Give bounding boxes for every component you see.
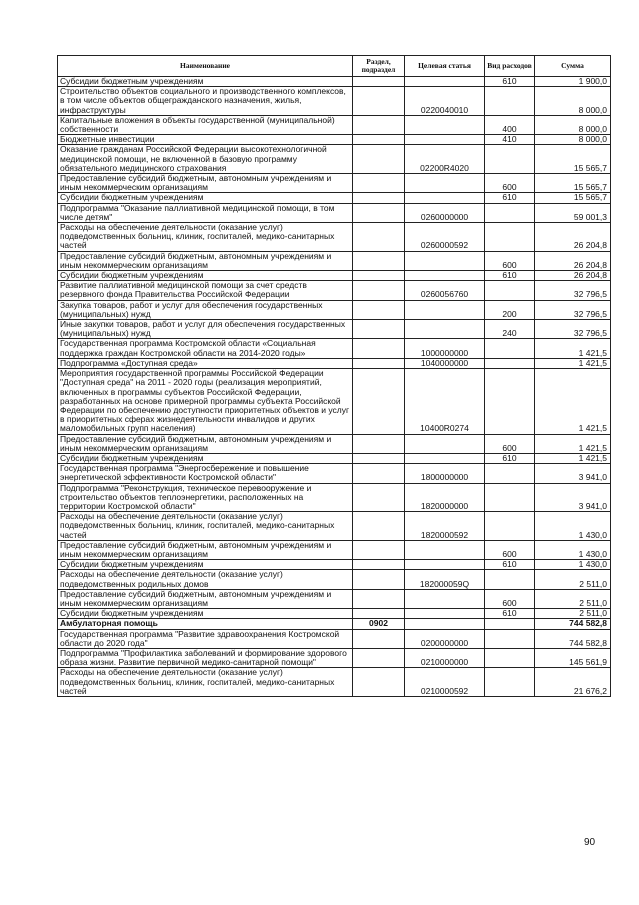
row-name: Подпрограмма «Доступная среда» <box>58 358 353 368</box>
row-type: 610 <box>485 609 535 619</box>
row-name: Капитальные вложения в объекты государственной (муниципальной) собственности <box>58 115 353 134</box>
row-target: 1000000000 <box>405 339 485 358</box>
row-target: 0200000000 <box>405 629 485 648</box>
row-name: Предоставление субсидий бюджетным, автономным учреждениям и иным некоммерческим организациям <box>58 434 353 453</box>
row-target <box>405 320 485 339</box>
row-section <box>353 560 405 570</box>
row-name: Субсидии бюджетным учреждениям <box>58 193 353 203</box>
table-row <box>58 135 611 145</box>
row-sum: 2 511,0 <box>535 570 611 589</box>
row-sum: 1 900,0 <box>535 77 611 87</box>
row-sum: 59 001,3 <box>535 203 611 222</box>
table-body <box>58 77 611 697</box>
page-number: 90 <box>584 837 596 848</box>
row-type: 610 <box>485 193 535 203</box>
row-type: 400 <box>485 115 535 134</box>
row-type <box>485 483 535 512</box>
row-type: 610 <box>485 560 535 570</box>
row-target: 0220040010 <box>405 87 485 116</box>
row-section <box>353 223 405 252</box>
row-target <box>405 560 485 570</box>
row-target: 1800000000 <box>405 464 485 483</box>
row-name: Предоставление субсидий бюджетным, автономным учреждениям и иным некоммерческим организациям <box>58 251 353 270</box>
row-name: Бюджетные инвестиции <box>58 135 353 145</box>
row-sum: 21 676,2 <box>535 668 611 697</box>
row-name: Предоставление субсидий бюджетным, автономным учреждениям и иным некоммерческим организациям <box>58 589 353 608</box>
row-sum: 3 941,0 <box>535 483 611 512</box>
row-target <box>405 434 485 453</box>
row-name: Предоставление субсидий бюджетным, автономным учреждениям и иным некоммерческим организациям <box>58 540 353 559</box>
row-sum: 8 000,0 <box>535 115 611 134</box>
row-target <box>405 453 485 463</box>
row-section <box>353 271 405 281</box>
row-section <box>353 648 405 667</box>
row-sum: 26 204,8 <box>535 223 611 252</box>
row-sum: 3 941,0 <box>535 464 611 483</box>
row-sum: 15 565,7 <box>535 193 611 203</box>
table-row <box>58 300 611 319</box>
table-row <box>58 512 611 541</box>
row-target: 1820000592 <box>405 512 485 541</box>
row-type <box>485 512 535 541</box>
row-name: Государственная программа "Энергосбережение и повышение энергетической эффективности Костромской области" <box>58 464 353 483</box>
row-name: Мероприятия государственной программы Российской Федерации "Доступная среда" на 2011 - 2020 годы (реализация мероприятий, включенных в программы субъектов Российской Федерации, разработанных на основе примерной программы субъекта Российской Федерации по обеспечению доступности приоритетных объектов и услуг в приоритетных сферах жизнедеятельности инвалидов и других маломобильных групп населения) <box>58 369 353 434</box>
row-target <box>405 115 485 134</box>
table-row <box>58 339 611 358</box>
table-row <box>58 271 611 281</box>
row-sum: 2 511,0 <box>535 609 611 619</box>
table-row <box>58 453 611 463</box>
row-type: 410 <box>485 135 535 145</box>
row-section <box>353 483 405 512</box>
row-sum: 1 421,5 <box>535 369 611 434</box>
row-name: Иные закупки товаров, работ и услуг для обеспечения государственных (муниципальных) нужд <box>58 320 353 339</box>
row-section <box>353 369 405 434</box>
table-row <box>58 560 611 570</box>
table-row <box>58 609 611 619</box>
row-type <box>485 464 535 483</box>
row-section <box>353 512 405 541</box>
row-type: 610 <box>485 271 535 281</box>
table-row <box>58 369 611 434</box>
row-type <box>485 145 535 174</box>
table-row <box>58 464 611 483</box>
row-section <box>353 339 405 358</box>
row-sum: 32 796,5 <box>535 281 611 300</box>
row-sum: 8 000,0 <box>535 135 611 145</box>
table-row <box>58 320 611 339</box>
row-name: Расходы на обеспечение деятельности (оказание услуг) подведомственных больниц, клиник, госпиталей, медико-санитарных частей <box>58 668 353 697</box>
row-type: 240 <box>485 320 535 339</box>
row-sum: 744 582,8 <box>535 629 611 648</box>
row-target: 1820000000 <box>405 483 485 512</box>
row-section <box>353 281 405 300</box>
row-section <box>353 203 405 222</box>
table-row <box>58 174 611 193</box>
row-type <box>485 358 535 368</box>
row-sum: 15 565,7 <box>535 174 611 193</box>
row-sum: 1 421,5 <box>535 434 611 453</box>
table-row <box>58 589 611 608</box>
row-name: Субсидии бюджетным учреждениям <box>58 77 353 87</box>
header-type: Вид расходов <box>485 56 535 77</box>
row-section <box>353 629 405 648</box>
row-type: 600 <box>485 251 535 270</box>
row-target <box>405 589 485 608</box>
row-name: Субсидии бюджетным учреждениям <box>58 453 353 463</box>
row-section <box>353 300 405 319</box>
row-sum: 1 430,0 <box>535 560 611 570</box>
row-name: Субсидии бюджетным учреждениям <box>58 560 353 570</box>
row-target <box>405 174 485 193</box>
table-row <box>58 358 611 368</box>
row-sum: 145 561,9 <box>535 648 611 667</box>
row-target <box>405 251 485 270</box>
header-name: Наименование <box>58 56 353 77</box>
row-section <box>353 453 405 463</box>
row-type: 200 <box>485 300 535 319</box>
row-target <box>405 271 485 281</box>
row-type <box>485 339 535 358</box>
row-section <box>353 668 405 697</box>
row-target <box>405 300 485 319</box>
row-sum: 2 511,0 <box>535 589 611 608</box>
row-section: 0902 <box>353 619 405 629</box>
row-type <box>485 203 535 222</box>
row-sum: 744 582,8 <box>535 619 611 629</box>
row-section <box>353 570 405 589</box>
row-type: 600 <box>485 174 535 193</box>
row-type <box>485 629 535 648</box>
row-target: 02200R4020 <box>405 145 485 174</box>
row-target: 0210000000 <box>405 648 485 667</box>
row-sum: 26 204,8 <box>535 251 611 270</box>
row-sum: 1 421,5 <box>535 358 611 368</box>
table-row <box>58 203 611 222</box>
header-target: Целевая статья <box>405 56 485 77</box>
table-header-row <box>58 56 611 77</box>
row-name: Закупка товаров, работ и услуг для обеспечения государственных (муниципальных) нужд <box>58 300 353 319</box>
row-name: Оказание гражданам Российской Федерации высокотехнологичной медицинской помощи, не включенной в базовую программу обязательного медицинского страхования <box>58 145 353 174</box>
row-section <box>353 251 405 270</box>
row-section <box>353 609 405 619</box>
row-section <box>353 193 405 203</box>
row-name: Субсидии бюджетным учреждениям <box>58 271 353 281</box>
row-type: 610 <box>485 77 535 87</box>
table-row <box>58 668 611 697</box>
row-sum: 32 796,5 <box>535 300 611 319</box>
row-name: Строительство объектов социального и производственного комплексов, в том числе объектов общегражданского назначения, жилья, инфраструктуры <box>58 87 353 116</box>
row-section <box>353 87 405 116</box>
row-target: 0260056760 <box>405 281 485 300</box>
row-name: Предоставление субсидий бюджетным, автономным учреждениям и иным некоммерческим организациям <box>58 174 353 193</box>
row-name: Расходы на обеспечение деятельности (оказание услуг) подведомственных родильных домов <box>58 570 353 589</box>
row-sum: 1 421,5 <box>535 339 611 358</box>
row-name: Подпрограмма "Реконструкция, техническое перевооружение и строительство объектов теплоэнергетики, расположенных на территории Костромской области" <box>58 483 353 512</box>
row-type <box>485 648 535 667</box>
row-type <box>485 87 535 116</box>
row-sum: 1 421,5 <box>535 453 611 463</box>
row-target <box>405 619 485 629</box>
row-target: 0260000000 <box>405 203 485 222</box>
row-type: 600 <box>485 434 535 453</box>
table-row <box>58 629 611 648</box>
row-name: Амбулаторная помощь <box>58 619 353 629</box>
row-sum: 32 796,5 <box>535 320 611 339</box>
row-section <box>353 145 405 174</box>
table-row <box>58 483 611 512</box>
table-row <box>58 540 611 559</box>
table-row <box>58 281 611 300</box>
row-target <box>405 77 485 87</box>
table-row <box>58 145 611 174</box>
row-section <box>353 320 405 339</box>
row-name: Подпрограмма "Профилактика заболеваний и формирование здорового образа жизни. Развитие первичной медико-санитарной помощи" <box>58 648 353 667</box>
row-sum: 1 430,0 <box>535 512 611 541</box>
row-sum: 8 000,0 <box>535 87 611 116</box>
row-section <box>353 174 405 193</box>
row-name: Развитие паллиативной медицинской помощи за счет средств резервного фонда Правительства Российской Федерации <box>58 281 353 300</box>
header-sum: Сумма <box>535 56 611 77</box>
table-row <box>58 87 611 116</box>
row-type: 610 <box>485 453 535 463</box>
table-row <box>58 434 611 453</box>
row-type <box>485 369 535 434</box>
row-name: Субсидии бюджетным учреждениям <box>58 609 353 619</box>
row-type: 600 <box>485 540 535 559</box>
row-name: Расходы на обеспечение деятельности (оказание услуг) подведомственных больниц, клиник, госпиталей, медико-санитарных частей <box>58 512 353 541</box>
table-row <box>58 223 611 252</box>
row-section <box>353 434 405 453</box>
table-row <box>58 251 611 270</box>
row-target <box>405 609 485 619</box>
header-section: Раздел, подраздел <box>353 56 405 77</box>
row-type <box>485 668 535 697</box>
row-target <box>405 540 485 559</box>
table-row <box>58 193 611 203</box>
table-row <box>58 570 611 589</box>
row-sum: 1 430,0 <box>535 540 611 559</box>
table-row <box>58 115 611 134</box>
row-target <box>405 193 485 203</box>
row-type <box>485 570 535 589</box>
row-section <box>353 115 405 134</box>
table-row <box>58 619 611 629</box>
row-section <box>353 540 405 559</box>
row-section <box>353 464 405 483</box>
row-type <box>485 223 535 252</box>
row-name: Государственная программа "Развитие здравоохранения Костромской области до 2020 года" <box>58 629 353 648</box>
row-target: 182000059Q <box>405 570 485 589</box>
row-target: 0260000592 <box>405 223 485 252</box>
row-section <box>353 77 405 87</box>
row-section <box>353 589 405 608</box>
row-type <box>485 619 535 629</box>
row-target: 0210000592 <box>405 668 485 697</box>
budget-table-page <box>57 55 610 697</box>
row-sum: 26 204,8 <box>535 271 611 281</box>
row-section <box>353 135 405 145</box>
row-sum: 15 565,7 <box>535 145 611 174</box>
row-name: Государственная программа Костромской области «Социальная поддержка граждан Костромской области на 2014-2020 годы» <box>58 339 353 358</box>
table-row <box>58 648 611 667</box>
row-target: 10400R0274 <box>405 369 485 434</box>
budget-table <box>57 55 611 697</box>
row-target <box>405 135 485 145</box>
row-target: 1040000000 <box>405 358 485 368</box>
row-type <box>485 281 535 300</box>
row-name: Расходы на обеспечение деятельности (оказание услуг) подведомственных больниц, клиник, госпиталей, медико-санитарных частей <box>58 223 353 252</box>
row-section <box>353 358 405 368</box>
row-type: 600 <box>485 589 535 608</box>
row-name: Подпрограмма "Оказание паллиативной медицинской помощи, в том числе детям" <box>58 203 353 222</box>
table-row <box>58 77 611 87</box>
